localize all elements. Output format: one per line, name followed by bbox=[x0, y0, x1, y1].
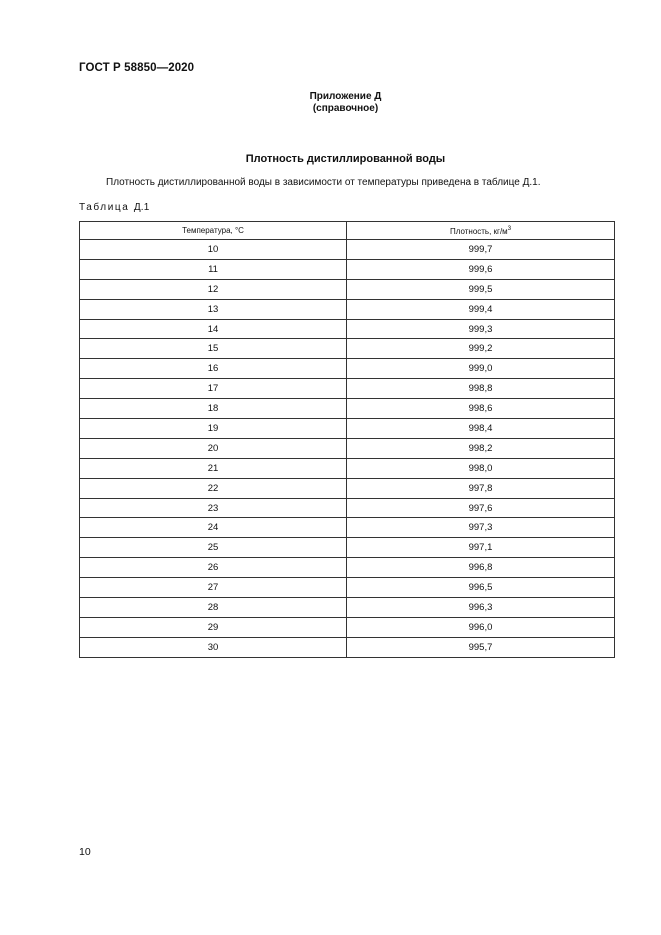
table-cell-temperature: 26 bbox=[80, 558, 347, 578]
table-cell-density: 997,8 bbox=[347, 478, 615, 498]
table-cell-density: 996,5 bbox=[347, 578, 615, 598]
table-row bbox=[80, 339, 615, 359]
table-cell-density: 998,2 bbox=[347, 438, 615, 458]
table-cell-temperature: 29 bbox=[80, 617, 347, 637]
table-caption bbox=[79, 202, 150, 213]
table-cell-density: 996,8 bbox=[347, 558, 615, 578]
table-cell-density: 997,1 bbox=[347, 538, 615, 558]
page-number: 10 bbox=[79, 846, 91, 858]
table-cell-density: 998,0 bbox=[347, 458, 615, 478]
section-title: Плотность дистиллированной воды bbox=[245, 153, 446, 165]
table-row bbox=[80, 518, 615, 538]
table-cell-temperature: 15 bbox=[80, 339, 347, 359]
table-cell-density: 999,0 bbox=[347, 359, 615, 379]
table-row bbox=[80, 458, 615, 478]
table-cell-temperature: 14 bbox=[80, 319, 347, 339]
table-cell-temperature: 13 bbox=[80, 299, 347, 319]
table-cell-temperature: 21 bbox=[80, 458, 347, 478]
table-cell-temperature: 20 bbox=[80, 438, 347, 458]
column-header-density-superscript: 3 bbox=[507, 225, 512, 232]
table-row bbox=[80, 637, 615, 657]
appendix-heading bbox=[0, 91, 661, 115]
table-row bbox=[80, 538, 615, 558]
intro-paragraph: Плотность дистиллированной воды в зависимости от температуры приведена в таблице Д.1. bbox=[106, 177, 541, 188]
density-table bbox=[79, 221, 615, 658]
table-cell-density: 997,3 bbox=[347, 518, 615, 538]
column-header-density-label: Плотность, кг/м bbox=[449, 226, 508, 236]
table-cell-temperature: 23 bbox=[80, 498, 347, 518]
appendix-title: Приложение Д bbox=[309, 91, 382, 102]
table-row bbox=[80, 240, 615, 260]
table-cell-temperature: 28 bbox=[80, 598, 347, 618]
standard-code: ГОСТ Р 58850—2020 bbox=[79, 62, 195, 74]
table-row bbox=[80, 438, 615, 458]
table-row bbox=[80, 359, 615, 379]
table-cell-temperature: 25 bbox=[80, 538, 347, 558]
column-header-temperature: Температура, °С bbox=[80, 222, 347, 240]
table-row bbox=[80, 259, 615, 279]
table-row bbox=[80, 279, 615, 299]
table-header-row bbox=[80, 222, 615, 240]
table-caption-number: Д.1 bbox=[133, 202, 150, 213]
table-row bbox=[80, 379, 615, 399]
table-cell-temperature: 27 bbox=[80, 578, 347, 598]
appendix-subtitle: (справочное) bbox=[312, 103, 379, 114]
table-cell-density: 999,4 bbox=[347, 299, 615, 319]
table-caption-label: Таблица bbox=[79, 202, 130, 213]
table-row bbox=[80, 399, 615, 419]
column-header-density bbox=[347, 222, 615, 240]
table-cell-density: 998,6 bbox=[347, 399, 615, 419]
table-cell-density: 996,0 bbox=[347, 617, 615, 637]
table-cell-temperature: 30 bbox=[80, 637, 347, 657]
table-row bbox=[80, 598, 615, 618]
table-cell-density: 998,4 bbox=[347, 419, 615, 439]
table-cell-density: 999,6 bbox=[347, 259, 615, 279]
table-cell-temperature: 18 bbox=[80, 399, 347, 419]
table-cell-density: 999,7 bbox=[347, 240, 615, 260]
table-row bbox=[80, 478, 615, 498]
table-cell-temperature: 10 bbox=[80, 240, 347, 260]
table-cell-density: 998,8 bbox=[347, 379, 615, 399]
table-cell-temperature: 12 bbox=[80, 279, 347, 299]
table-body bbox=[80, 240, 615, 658]
table-cell-density: 996,3 bbox=[347, 598, 615, 618]
table-cell-density: 995,7 bbox=[347, 637, 615, 657]
table-row bbox=[80, 419, 615, 439]
table-row bbox=[80, 299, 615, 319]
table-cell-density: 999,5 bbox=[347, 279, 615, 299]
table-cell-density: 999,3 bbox=[347, 319, 615, 339]
table-row bbox=[80, 319, 615, 339]
table-cell-density: 997,6 bbox=[347, 498, 615, 518]
table-row bbox=[80, 578, 615, 598]
table-row bbox=[80, 498, 615, 518]
table-cell-temperature: 16 bbox=[80, 359, 347, 379]
table-cell-temperature: 24 bbox=[80, 518, 347, 538]
table-cell-temperature: 11 bbox=[80, 259, 347, 279]
table-cell-density: 999,2 bbox=[347, 339, 615, 359]
table-row bbox=[80, 558, 615, 578]
table-row bbox=[80, 617, 615, 637]
table-cell-temperature: 19 bbox=[80, 419, 347, 439]
table-cell-temperature: 22 bbox=[80, 478, 347, 498]
table-cell-temperature: 17 bbox=[80, 379, 347, 399]
